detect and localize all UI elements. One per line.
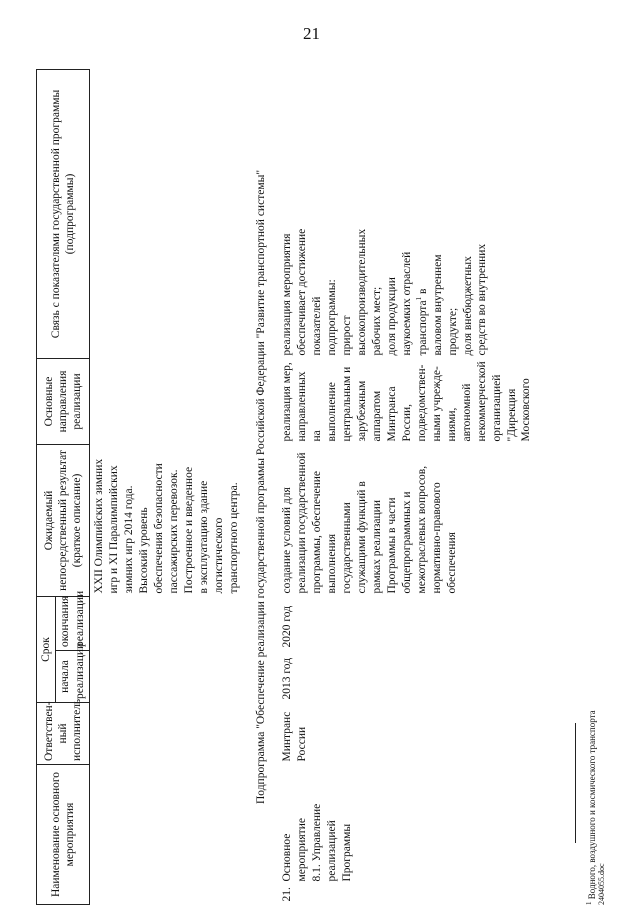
header-link: Связь с показателями государственной программы (подпрограммы)	[37, 69, 90, 358]
header-term-start: начала реализации	[56, 651, 90, 703]
footnote-mark: 1	[585, 901, 593, 905]
row-result: создание условий для реализации государственной программы, обеспечение выполнения государственными служащими функций в рамках реализации Программы в части общепрограммных и межотраслевых вопросов, нормативно-правового обеспечения	[281, 452, 458, 594]
row-link-text: реализация мероприятия обеспечивает достижение показателей подпрограммы: прирост высокопроизводительных рабочих мест; доля продукции наукоемких отраслей транспорта	[281, 228, 429, 356]
table-row	[278, 69, 536, 904]
header-name: Наименование основного мероприятия	[37, 765, 90, 905]
header-term: Срок	[37, 596, 56, 702]
header-executor: Ответствен- ный исполнитель	[37, 703, 90, 765]
table-header-row	[37, 69, 56, 904]
continuation-result: XXII Олимпийских зимних игр и XI Паралимпийских зимних игр 2014 года. Высокий уровень обеспечения безопасности пассажирских перевозок. Построенное и введенное в эксплуатацию здание логистического транспортного центра.	[93, 458, 240, 594]
footnote	[585, 645, 597, 905]
row-number: 21.	[281, 887, 294, 902]
row-directions: реализация мер, направленных на выполнение центральным и зарубежным аппаратом Минтранса России, подведомствен- ными учрежде- ниями, автономной некоммерческой организацией "Дирекция Московского	[281, 361, 533, 442]
subprogram-title: Подпрограмма "Обеспечение реализации государственной программы Российской Федерации "Развитие транспортной системы"	[254, 169, 267, 805]
rotated-landscape-content	[36, 70, 546, 905]
footnote-ref: 1	[414, 296, 423, 301]
row-link	[278, 69, 536, 358]
footnote-separator	[575, 723, 576, 843]
measures-table	[36, 69, 536, 905]
header-directions: Основные направления реализации	[37, 358, 90, 444]
row-executor: Минтранс России	[281, 711, 309, 762]
row-name-cell	[278, 765, 536, 905]
continuation-row	[90, 69, 244, 904]
row-start: 2013 год	[281, 657, 294, 700]
row-end: 2020 год	[281, 605, 294, 648]
page-number: 21	[303, 24, 320, 43]
row-name: Основное мероприятие 8.1. Управление реализацией Программы	[281, 803, 354, 882]
header-result: Ожидаемый непосредственный результат (краткое описание)	[37, 444, 90, 596]
header-term-end: окончания реализации	[56, 596, 90, 650]
row-link-tail: в валовом внутреннем продукте; доля внебюджетных средств во внутренних	[416, 243, 489, 356]
file-code: 2404055.doc	[597, 863, 606, 905]
footnote-text: Водного, воздушного и космического транспорта	[587, 710, 597, 902]
subprogram-row	[244, 69, 279, 904]
